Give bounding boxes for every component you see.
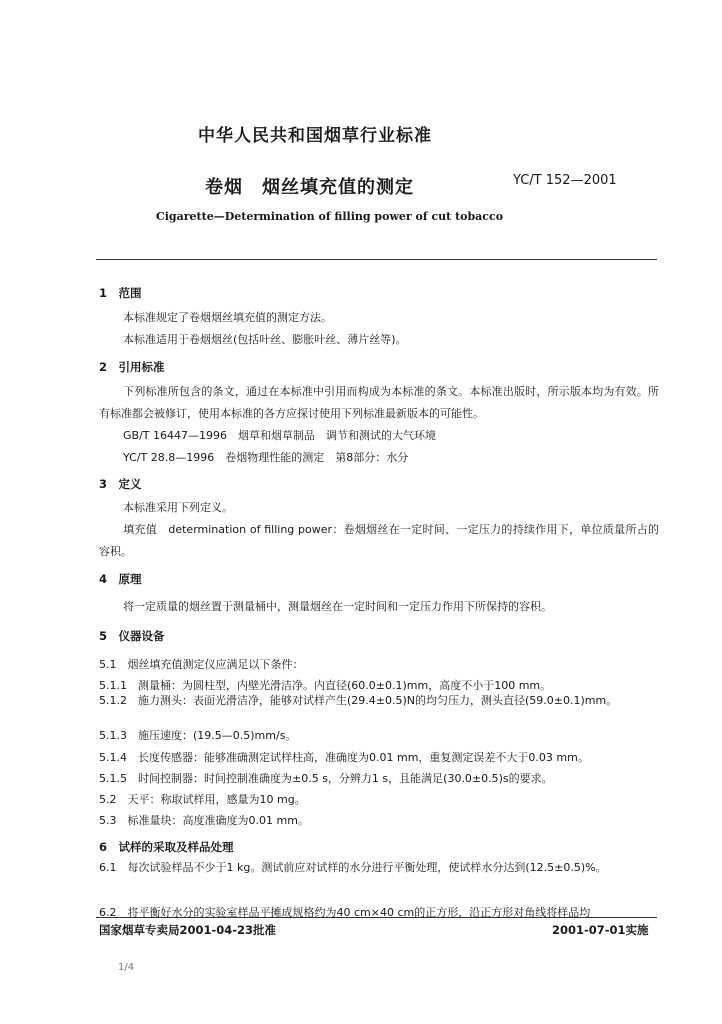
clause-5-1: 5.1 烟丝填充值测定仪应满足以下条件： bbox=[99, 658, 304, 671]
clause-5-2: 5.2 天平：称取试样用，感量为10 mg。 bbox=[99, 793, 306, 806]
page-number: 1/4 bbox=[118, 962, 135, 973]
clause-5-3: 5.3 标准量块：高度准确度为0.01 mm。 bbox=[99, 814, 309, 827]
clause-6-2: 6.2 将平衡好水分的实验室样品平摊成规格约为40 cm×40 cm的正方形，沿正方形对角线将样品均 bbox=[99, 906, 591, 919]
clause-5-1-5: 5.1.5 时间控制器：时间控制准确度为±0.5 s，分辨力1 s，且能满足(30.0±0.5)s的要求。 bbox=[99, 772, 553, 785]
clause-5-1-4: 5.1.4 长度传感器：能够准确测定试样柱高，准确度为0.01 mm，重复测定误差不大于0.03 mm。 bbox=[99, 751, 589, 764]
section-3-para-1: 本标准采用下列定义。 bbox=[123, 501, 233, 514]
issuing-organization: 中华人民共和国烟草行业标准 bbox=[198, 126, 432, 146]
clause-5-1-3: 5.1.3 施压速度：(19.5—0.5)mm/s。 bbox=[99, 729, 297, 742]
standard-code: YC/T 152—2001 bbox=[513, 173, 617, 188]
section-2-para-1: 下列标准所包含的条文，通过在本标准中引用而构成为本标准的条文。本标准出版时，所示版本均为有效。所有标准都会被修订，使用本标准的各方应探讨使用下列标准最新版本的可能性。 bbox=[99, 385, 659, 420]
section-1-heading: 1 范围 bbox=[99, 286, 142, 300]
approval-date: 国家烟草专卖局2001-04-23批准 bbox=[99, 923, 277, 937]
footer-divider bbox=[96, 917, 657, 918]
header-divider bbox=[96, 259, 657, 260]
section-4-para-1: 将一定质量的烟丝置于测量桶中，测量烟丝在一定时间和一定压力作用下所保持的容积。 bbox=[123, 600, 552, 613]
document-title: 卷烟 烟丝填充值的测定 bbox=[205, 177, 414, 198]
section-6-heading: 6 试样的采取及样品处理 bbox=[99, 840, 234, 854]
section-5-heading: 5 仪器设备 bbox=[99, 629, 165, 643]
clause-5-1-2: 5.1.2 施力测头：表面光滑洁净，能够对试样产生(29.4±0.5)N的均匀压力，测头直径(59.0±0.1)mm。 bbox=[99, 694, 618, 707]
implementation-date: 2001-07-01实施 bbox=[552, 923, 649, 937]
section-1-para-2: 本标准适用于卷烟烟丝(包括叶丝、膨胀叶丝、薄片丝等)。 bbox=[123, 333, 407, 346]
section-1-para-1: 本标准规定了卷烟烟丝填充值的测定方法。 bbox=[123, 311, 332, 324]
section-3-definition: 填充值 determination of filling power：卷烟烟丝在一定时间、一定压力的持续作用下，单位质量所占的容积。 bbox=[99, 523, 659, 558]
clause-5-1-1: 5.1.1 测量桶：为圆柱型，内壁光滑洁净。内直径(60.0±0.1)mm，高度不小于100 mm。 bbox=[99, 679, 552, 692]
section-4-heading: 4 原理 bbox=[99, 572, 142, 586]
section-3-heading: 3 定义 bbox=[99, 477, 142, 491]
english-title: Cigarette—Determination of filling power of cut tobacco bbox=[156, 210, 504, 223]
section-2-heading: 2 引用标准 bbox=[99, 360, 165, 374]
reference-1: GB/T 16447—1996 烟草和烟草制品 调节和测试的大气环境 bbox=[123, 429, 436, 442]
reference-2: YC/T 28.8—1996 卷烟物理性能的测定 第8部分：水分 bbox=[123, 451, 409, 464]
clause-6-1: 6.1 每次试验样品不少于1 kg。测试前应对试样的水分进行平衡处理，使试样水分达到(12.5±0.5)%。 bbox=[99, 861, 607, 874]
